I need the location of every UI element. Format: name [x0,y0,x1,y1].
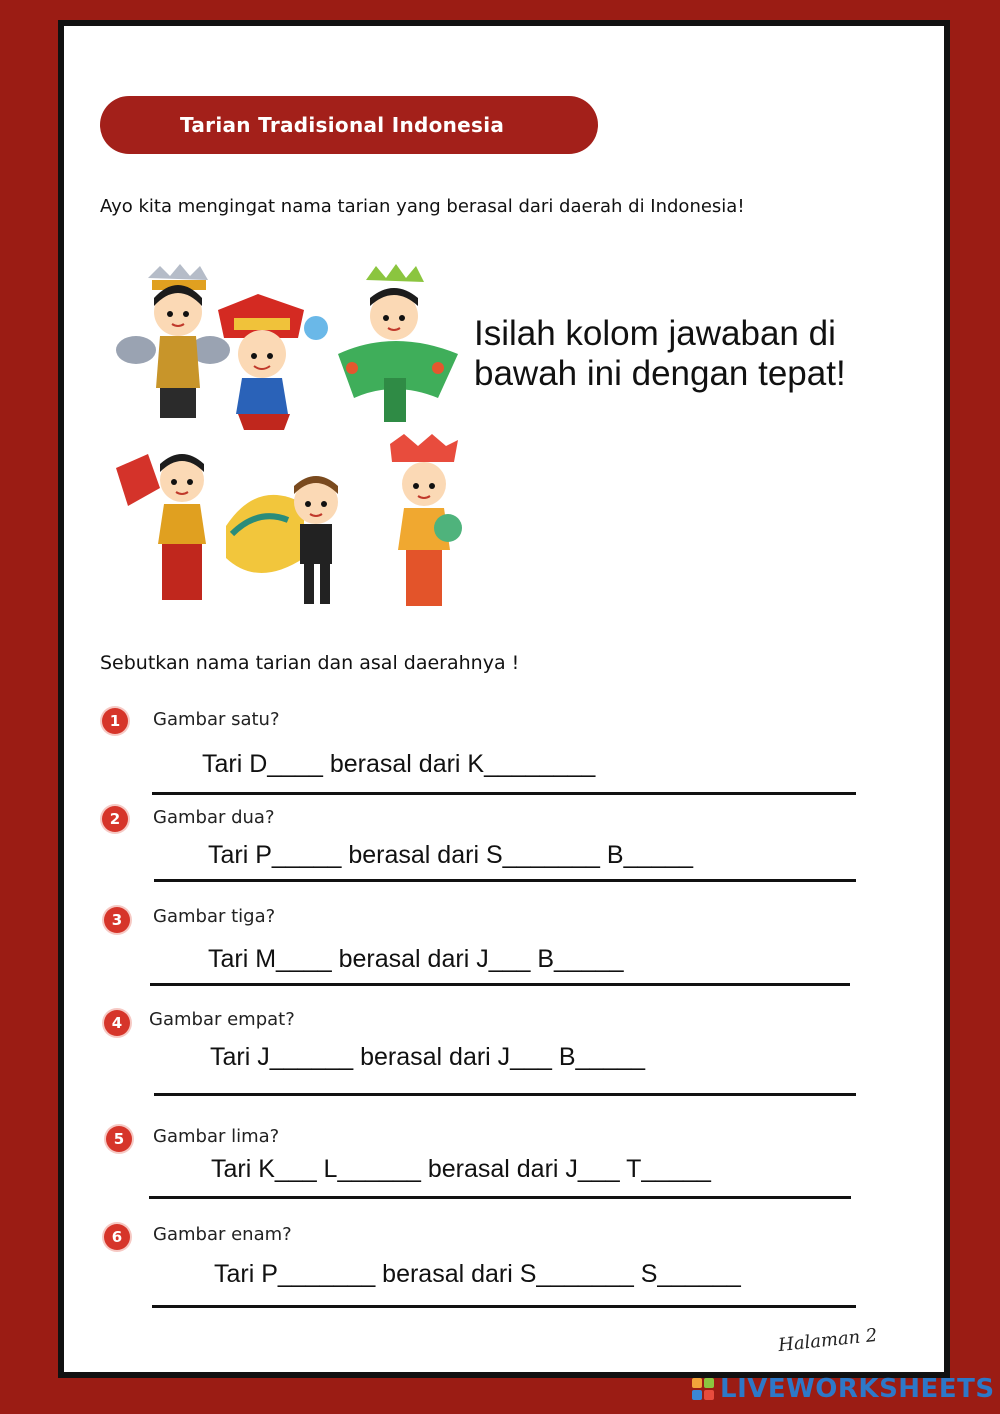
liveworksheets-brand-text: LIVEWORKSHEETS [720,1374,995,1404]
dancers-illustration [108,258,478,616]
answer-underline [154,879,856,882]
question-number-badge: 1 [102,708,128,734]
question-number-badge: 4 [104,1010,130,1036]
dancer-6-figure [390,434,462,606]
dancer-5-figure [226,476,338,604]
question-label: Gambar tiga? [153,906,276,927]
question-label: Gambar satu? [153,709,280,730]
answer-line-text: Tari K___ L______ berasal dari J___ T_____ [211,1155,711,1183]
answer-line-text: Tari J______ berasal dari J___ B_____ [210,1043,646,1071]
question-label: Gambar empat? [149,1009,295,1030]
dancer-3-figure [338,264,458,422]
question-number-badge: 3 [104,907,130,933]
dancer-4-figure [116,454,206,600]
answer-underline [150,983,850,986]
dancer-2-figure [218,294,328,430]
question-number-badge: 2 [102,806,128,832]
question-number-badge: 6 [104,1224,130,1250]
intro-text: Ayo kita mengingat nama tarian yang berasal dari daerah di Indonesia! [100,196,745,217]
question-prompt: Sebutkan nama tarian dan asal daerahnya ! [100,652,520,674]
worksheet-title: Tarian Tradisional Indonesia [100,96,598,154]
dancer-1-figure [116,264,230,418]
question-label: Gambar dua? [153,807,275,828]
liveworksheets-logo [692,1374,995,1404]
answer-underline [154,1093,856,1096]
liveworksheets-grid-icon [692,1378,714,1400]
answer-line-text: Tari P_______ berasal dari S_______ S______ [214,1260,741,1288]
answer-underline [149,1196,851,1199]
answer-line-text: Tari P_____ berasal dari S_______ B_____ [208,841,694,869]
answer-line-text: Tari D____ berasal dari K________ [202,750,596,778]
question-number-badge: 5 [106,1126,132,1152]
question-label: Gambar enam? [153,1224,292,1245]
answer-underline [152,792,856,795]
page-signature: Halaman 2 [777,1324,879,1357]
answer-underline [152,1305,856,1308]
answer-line-text: Tari M____ berasal dari J___ B_____ [208,945,624,973]
question-label: Gambar lima? [153,1126,280,1147]
instruction-text: Isilah kolom jawaban di bawah ini dengan tepat! [474,314,846,393]
